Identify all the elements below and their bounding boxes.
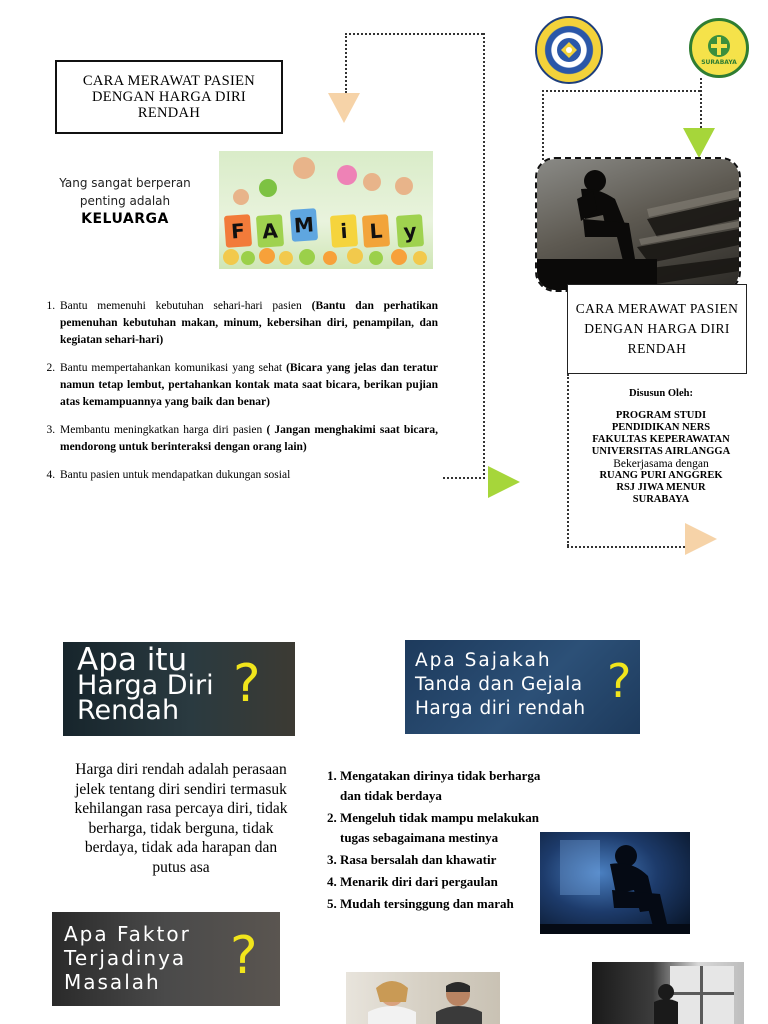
credits <box>572 388 750 506</box>
connector-line <box>345 33 347 93</box>
flower-dot <box>241 251 255 265</box>
family-member-head <box>363 173 381 191</box>
banner-line: Apa Sajakah <box>415 650 552 671</box>
org-line: PENDIDIKAN NERS <box>611 422 711 433</box>
photo-dashed-frame <box>535 157 741 292</box>
banner-line: Apa Faktor <box>64 922 191 946</box>
connector-line <box>483 33 485 479</box>
family-letter: F <box>224 214 252 248</box>
banner-line: Tanda dan Gejala <box>415 674 583 695</box>
banner-signs <box>405 640 640 734</box>
banner-factors <box>52 912 280 1006</box>
family-letter: i <box>330 214 358 248</box>
list-item: 3. Rasa bersalah dan khawatir <box>340 850 550 870</box>
list-item: 2. Mengeluh tidak mampu melakukan tugas sebagaimana mestinya <box>340 808 550 848</box>
arguing-couple-photo <box>346 972 500 1024</box>
connector-line <box>345 33 483 35</box>
family-letter: A <box>256 214 284 248</box>
connector-line <box>700 78 702 128</box>
arrow-right-icon <box>488 466 520 498</box>
care-step-detail: ( Jangan menghakimi saat bicara, mendorong untuk berinteraksi dengan orang lain) <box>60 424 438 453</box>
flower-dot <box>347 248 363 264</box>
hospital-emblem-icon <box>703 31 735 61</box>
list-item <box>58 360 438 411</box>
question-mark-icon: ? <box>233 654 261 714</box>
garuda-emblem-icon <box>552 33 586 67</box>
leaflet-title-text: CARA MERAWAT PASIEN DENGAN HARGA DIRI RENDAH <box>82 73 256 121</box>
org-line: PROGRAM STUDI <box>615 410 707 421</box>
family-member-head <box>233 189 249 205</box>
connector-line <box>443 477 485 479</box>
list-item: 1. Mengatakan dirinya tidak berharga dan tidak berdaya <box>340 766 550 806</box>
org-line: FAKULTAS KEPERAWATAN <box>592 434 730 445</box>
banner-line: Terjadinya <box>64 946 187 970</box>
family-member-head <box>337 165 357 185</box>
hospital-logo-text: SURABAYA <box>701 58 737 66</box>
university-logo <box>535 16 603 84</box>
flower-dot <box>413 251 427 265</box>
window-silhouette-photo <box>592 962 744 1024</box>
family-member-head <box>395 177 413 195</box>
care-step-detail: (Bantu dan perhatikan pemenuhan kebutuhan makan, minum, kebersihan diri, penampilan, dan kegiatan sehari-hari) <box>60 300 438 346</box>
family-letter: M <box>290 208 318 242</box>
intro-line: Yang sangat berperan <box>59 176 191 190</box>
connector-line <box>567 374 569 546</box>
banner-what-is <box>63 642 295 736</box>
leaflet-title <box>55 60 283 134</box>
flower-dot <box>391 249 407 265</box>
banner-line: Masalah <box>64 970 161 994</box>
hospital-logo <box>689 18 749 78</box>
banner-line: Harga Diri <box>77 670 214 701</box>
flower-dot <box>369 251 383 265</box>
connector-line <box>542 90 544 160</box>
partner-line: SURABAYA <box>632 494 690 505</box>
care-step-text: Membantu meningkatkan harga diri pasien <box>60 424 267 436</box>
flower-dot <box>223 249 239 265</box>
cover-title-box <box>567 284 747 374</box>
care-step-text: Bantu memenuhi kebutuhan sehari-hari pasien <box>60 300 312 312</box>
family-letter: y <box>396 214 424 248</box>
care-step-detail: (Bicara yang jelas dan teratur namun tetap lembut, pertahankan kontak mata saat bicara, berikan pujian atas kemampuannya yang baik dan benar) <box>60 362 438 408</box>
definition-text: Harga diri rendah adalah perasaan jelek tentang diri sendiri termasuk kehilangan rasa percaya diri, tidak berharga, tidak berguna, tidak berdaya, tidak ada harapan dan putus asa <box>74 761 288 876</box>
man-silhouette <box>540 832 690 934</box>
connector-line <box>567 546 685 548</box>
care-step-text: Bantu pasien untuk mendapatkan dukungan sosial <box>60 469 291 481</box>
signs-list <box>320 766 550 916</box>
list-item <box>58 422 438 456</box>
intro-line: penting adalah <box>79 194 171 208</box>
family-member-head <box>259 179 277 197</box>
arrow-down-icon <box>683 128 715 158</box>
arrow-right-icon <box>685 523 717 555</box>
care-step-text: Bantu mempertahankan komunikasi yang sehat <box>60 362 287 374</box>
question-mark-icon: ? <box>230 926 258 986</box>
list-item: 4. Menarik diri dari pergaulan <box>340 872 550 892</box>
banner-line: Apa itu <box>77 642 188 678</box>
list-item: 5. Mudah tersinggung dan marah <box>340 894 550 914</box>
lonely-man-photo <box>540 832 690 934</box>
window-figure <box>592 962 744 1024</box>
org-line: UNIVERSITAS AIRLANGGA <box>591 446 731 457</box>
family-letter: L <box>362 214 390 248</box>
partner-line: RUANG PURI ANGGREK <box>599 470 723 481</box>
flower-dot <box>299 249 315 265</box>
connector-line <box>542 90 700 92</box>
partner-line: RSJ JIWA MENUR <box>616 482 706 493</box>
cooperation-label: Bekerjasama dengan <box>613 458 709 470</box>
flower-dot <box>323 251 337 265</box>
question-mark-icon: ? <box>607 654 632 708</box>
intro-keyword: KELUARGA <box>81 211 169 227</box>
care-steps-list <box>38 298 438 495</box>
list-item <box>58 467 438 484</box>
flower-dot <box>279 251 293 265</box>
arrow-down-icon <box>328 93 360 123</box>
couple-figures <box>346 972 500 1024</box>
banner-line: Rendah <box>77 695 180 726</box>
intro-text <box>45 174 205 228</box>
cover-title: CARA MERAWAT PASIEN DENGAN HARGA DIRI RENDAH <box>575 301 739 356</box>
family-illustration <box>219 151 433 269</box>
banner-line: Harga diri rendah <box>415 698 586 719</box>
compiled-by-label: Disusun Oleh: <box>629 388 693 399</box>
flower-dot <box>259 248 275 264</box>
family-member-head <box>293 157 315 179</box>
list-item <box>58 298 438 349</box>
